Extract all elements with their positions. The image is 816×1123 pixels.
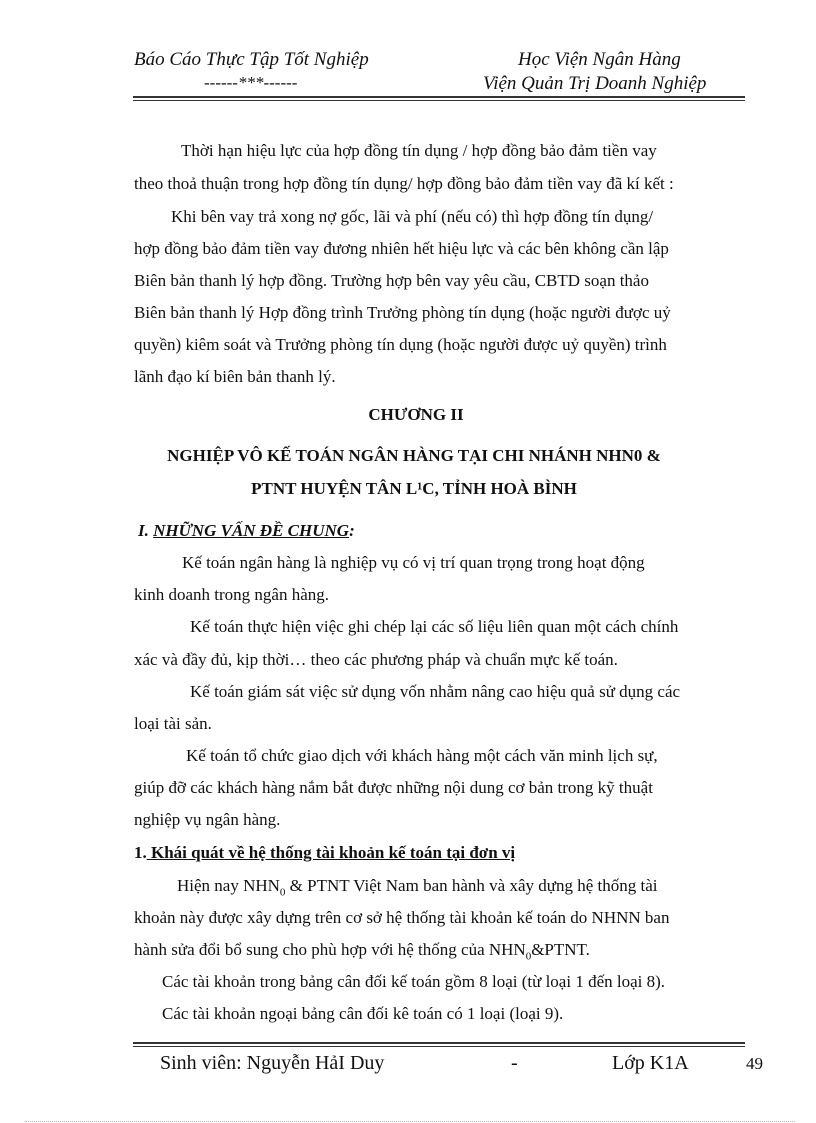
para-line: nghiệp vụ ngân hàng. xyxy=(134,810,281,829)
header-left-title: Báo Cáo Thực Tập Tốt Nghiệp xyxy=(134,49,369,70)
para-line: Thời hạn hiệu lực của hợp đồng tín dụng / hợp đồng bảo đảm tiền vay xyxy=(181,141,657,160)
footer-student: Sinh viên: Nguyễn HảI Duy xyxy=(160,1052,385,1074)
page-number: 49 xyxy=(746,1054,763,1073)
para-line: Kế toán ngân hàng là nghiệp vụ có vị trí quan trọng trong hoạt động xyxy=(182,553,645,572)
para-line: Kế toán tổ chức giao dịch với khách hàng một cách văn minh lịch sự, xyxy=(186,746,658,765)
subsection-heading xyxy=(134,843,515,863)
subsection-number: 1. xyxy=(134,843,147,862)
section-colon: : xyxy=(349,521,355,540)
para-line: Biên bản thanh lý Hợp đồng trình Trưởng phòng tín dụng (hoặc người được uỷ xyxy=(134,303,671,322)
footer-dash: - xyxy=(511,1052,518,1074)
header-left-sub: ------***------ xyxy=(204,73,298,92)
para-line: Hiện nay $NHN_0$ & PTNT Việt Nam ban hành và xây dựng hệ thống tài xyxy=(177,876,658,899)
section-title: NHỮNG VẤN ĐỀ CHUNG xyxy=(153,521,350,540)
para-line: Kế toán thực hiện việc ghi chép lại các số liệu liên quan một cách chính xyxy=(190,617,679,636)
chapter-heading: CHƯƠNG II xyxy=(368,405,464,424)
footer-rule-thin xyxy=(133,1046,745,1047)
para-line: Biên bản thanh lý hợp đồng. Trường hợp bên vay yêu cầu, CBTD soạn thảo xyxy=(134,271,649,290)
subsection-title: Khái quát về hệ thống tài khoản kế toán tại đơn vị xyxy=(146,843,516,862)
chapter-title-line1: NGHIỆP VÔ KẾ TOÁN NGÂN HÀNG TẠI CHI NHÁNH NHN0 & xyxy=(167,446,661,465)
section-number: I. xyxy=(138,521,149,540)
footer-class: Lớp K1A xyxy=(612,1052,689,1074)
header-right-sub: Viện Quản Trị Doanh Nghiệp xyxy=(483,73,707,94)
footer-rule xyxy=(133,1042,745,1044)
para-line: Kế toán giám sát việc sử dụng vốn nhằm nâng cao hiệu quả sử dụng các xyxy=(190,682,681,701)
para-line: hợp đồng bảo đảm tiền vay đương nhiên hết hiệu lực và các bên không cần lập xyxy=(134,239,669,258)
header-rule xyxy=(133,96,745,98)
para-line: hành sửa đổi bổ sung cho phù hợp với hệ thống của $NHN_0\&PTNT$. xyxy=(134,940,590,963)
para-line: Các tài khoản trong bảng cân đối kế toán gồm 8 loại (từ loại 1 đến loại 8). xyxy=(162,972,666,991)
para-line: quyền) kiêm soát và Trưởng phòng tín dụng (hoặc người được uỷ quyền) trình xyxy=(134,335,667,354)
header-right-title: Học Viện Ngân Hàng xyxy=(518,49,681,70)
para-line: theo thoả thuận trong hợp đồng tín dụng/ hợp đồng bảo đảm tiền vay đã kí kết : xyxy=(134,174,674,193)
header-rule-thin xyxy=(133,100,745,101)
para-line: loại tài sản. xyxy=(134,714,212,733)
para-line: xác và đầy đủ, kịp thời… theo các phương pháp và chuẩn mực kế toán. xyxy=(134,650,618,669)
chapter-title-line2: PTNT HUYỆN TÂN L¹C, TỈNH HOÀ BÌNH xyxy=(251,479,577,498)
section-heading xyxy=(138,521,355,541)
para-line: giúp đỡ các khách hàng nắm bắt được những nội dung cơ bản trong kỹ thuật xyxy=(134,778,653,797)
para-line: lãnh đạo kí biên bản thanh lý. xyxy=(134,367,336,386)
para-line: kinh doanh trong ngân hàng. xyxy=(134,585,329,604)
para-line: Khi bên vay trả xong nợ gốc, lãi và phí (nếu có) thì hợp đồng tín dụng/ xyxy=(171,207,654,226)
para-line: khoản này được xây dựng trên cơ sở hệ thống tài khoản kế toán do NHNN ban xyxy=(134,908,670,927)
page-bottom-edge xyxy=(25,1121,795,1122)
para-line: Các tài khoản ngoại bảng cân đối kê toán có 1 loại (loại 9). xyxy=(162,1004,564,1023)
